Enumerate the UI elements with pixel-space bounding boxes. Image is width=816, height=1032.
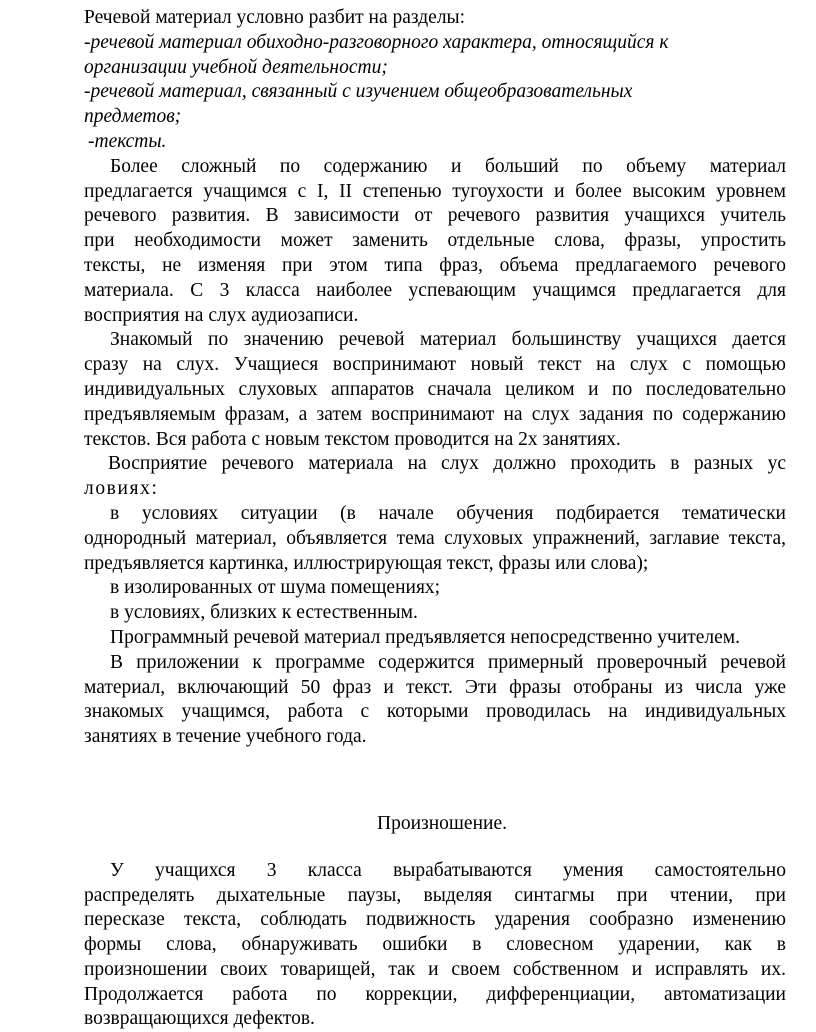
paragraph-line: произношении своих товарищей, так и своем собственном и исправлять их.: [84, 958, 786, 980]
paragraph-line: формы слова, обнаруживать ошибки в словесном ударении, как в: [84, 934, 786, 956]
paragraph-line: Восприятие речевого материала на слух должно проходить в разных ус: [108, 453, 786, 475]
paragraph-line: В приложении к программе содержится примерный проверочный речевой: [110, 651, 786, 673]
paragraph-line: восприятия на слух аудиозаписи.: [84, 304, 359, 326]
paragraph-line: материал, включающий 50 фраз и текст. Эти фразы отобраны из числа уже: [84, 676, 786, 698]
condition-line: однородный материал, объявляется тема слуховых упражнений, заглавие текста,: [84, 527, 786, 549]
paragraph-line: тексты, не изменяя при этом типа фраз, объема предлагаемого речевого: [84, 254, 786, 276]
paragraph-line: материала. С 3 класса наиболее успевающим учащимся предлагается для: [84, 279, 786, 301]
condition-natural: в условиях, близких к естественным.: [110, 602, 418, 624]
paragraph-line: при необходимости может заменить отдельные слова, фразы, упростить: [84, 230, 786, 252]
paragraph-line: Знакомый по значению речевой материал большинству учащихся дается: [110, 329, 786, 351]
intro-heading: Речевой материал условно разбит на разделы:: [84, 7, 466, 28]
intro-item: организации учебной деятельности;: [84, 56, 388, 78]
paragraph-line: Продолжается работа по коррекции, дифференциации, автоматизации: [84, 983, 786, 1005]
paragraph-line: занятиях в течение учебного года.: [84, 726, 367, 748]
paragraph-line: Программный речевой материал предъявляется непосредственно учителем.: [110, 626, 740, 648]
paragraph-line: речевого развития. В зависимости от речевого развития учащихся учитель: [84, 205, 786, 227]
intro-item: -речевой материал, связанный с изучением общеобразовательных: [84, 81, 633, 103]
paragraph-line: предъявляемым фразам, а затем воспринимают на слух задания по содержанию: [84, 403, 786, 425]
section-title: Произношение.: [377, 812, 507, 834]
paragraph-line: текстов. Вся работа с новым текстом проводится на 2х занятиях.: [84, 428, 621, 450]
intro-item: предметов;: [84, 106, 182, 128]
condition-line: в условиях ситуации (в начале обучения подбирается тематически: [110, 502, 786, 524]
document-page: [84, 6, 786, 1032]
paragraph-line: распределять дыхательные паузы, выделяя синтагмы при чтении, при: [84, 884, 786, 906]
intro-item: -речевой материал обиходно-разговорного характера, относящийся к: [84, 31, 669, 53]
paragraph-line: предлагается учащимся с I, II степенью тугоухости и более высоким уровнем: [84, 180, 786, 202]
paragraph-line: У учащихся 3 класса вырабатываются умения самостоятельно: [110, 859, 786, 881]
paragraph-line: Более сложный по содержанию и больший по объему материал: [110, 155, 786, 177]
condition-isolated: в изолированных от шума помещениях;: [110, 577, 441, 599]
paragraph-line: знакомых учащимся, работа с которыми проводилась на индивидуальных: [84, 701, 786, 723]
paragraph-line: сразу на слух. Учащиеся воспринимают новый текст на слух с помощью: [84, 354, 786, 376]
condition-line: предъявляется картинка, иллюстрирующая текст, фразы или слова);: [84, 552, 649, 574]
intro-item: -тексты.: [88, 130, 167, 152]
paragraph-line: ловиях:: [84, 478, 159, 500]
paragraph-line: возвращающихся дефектов.: [84, 1008, 315, 1030]
paragraph-line: индивидуальных слуховых аппаратов сначала целиком и по последовательно: [84, 378, 786, 400]
paragraph-line: пересказе текста, соблюдать подвижность ударения сообразно изменению: [84, 909, 786, 931]
